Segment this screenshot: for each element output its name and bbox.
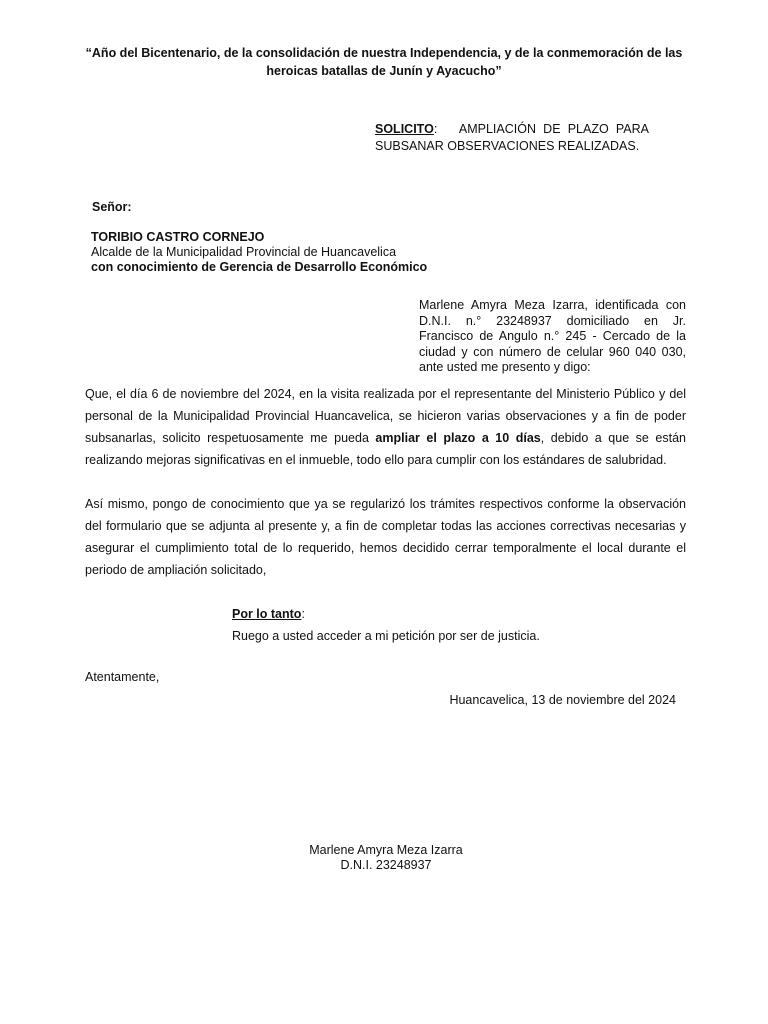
body-paragraph-2: Así mismo, pongo de conocimiento que ya se regularizó los trámites respectivos conforme la observación del formulario que se adjunta al presente y, a fin de completar todas las acciones correctivas necesarias y asegurar el cumplimiento total de lo requerido, hemos decidido cerrar temporalmente el local durante el periodo de ampliación solicitado, <box>85 497 686 577</box>
request-separator: : <box>433 122 438 136</box>
therefore-key: Por lo tanto <box>232 607 302 621</box>
signature-name: Marlene Amyra Meza Izarra <box>309 843 463 857</box>
p1-text-before: Que, el día 6 de noviembre del 2024, en la visita realizada por el representante del Ministerio Público y del personal de la Municipalidad Provincial Huancavelica, se hicieron varias observaciones y a fin de poder subsanarlas, solicito respetuosamente me pueda <box>85 387 686 445</box>
body-paragraph-1 <box>85 383 686 471</box>
addressee-name: TORIBIO CASTRO CORNEJO <box>91 230 265 244</box>
p1-emphasis: ampliar el plazo a 10 días <box>375 431 541 445</box>
petitioner-intro: Marlene Amyra Meza Izarra, identificada con D.N.I. n.° 23248937 domiciliado en Jr. Francisco de Angulo n.° 245 - Cercado de la ciudad y con número de celular 960 040 030, ante usted me presento y digo: <box>419 298 686 374</box>
motto-line-1: “Año del Bicentenario, de la consolidación de nuestra Independencia, y de la conmemoración de las <box>85 46 683 60</box>
motto-line-2: heroicas batallas de Junín y Ayacucho” <box>266 64 502 78</box>
place-date: Huancavelica, 13 de noviembre del 2024 <box>449 693 676 707</box>
signature-id: D.N.I. 23248937 <box>340 858 432 872</box>
therefore-separator: : <box>301 607 305 621</box>
therefore-block <box>232 603 652 647</box>
therefore-text: Ruego a usted acceder a mi petición por ser de justicia. <box>232 629 540 643</box>
addressee-copy: con conocimiento de Gerencia de Desarrollo Económico <box>91 260 428 274</box>
request-subject <box>375 121 649 155</box>
p1-text-after: , debido a que se están realizando mejoras significativas en el inmueble, todo ello para cumplir con los estándares de salubridad. <box>85 431 686 467</box>
request-key: SOLICITO <box>375 122 434 136</box>
closing: Atentamente, <box>85 670 160 684</box>
addressee-block <box>91 230 511 275</box>
request-text: AMPLIACIÓN DE PLAZO PARA SUBSANAR OBSERVACIONES REALIZADAS. <box>375 122 650 153</box>
year-motto <box>80 44 688 80</box>
addressee-position: Alcalde de la Municipalidad Provincial de Huancavelica <box>91 245 397 259</box>
signature-block <box>284 843 488 873</box>
greeting: Señor: <box>92 200 132 214</box>
